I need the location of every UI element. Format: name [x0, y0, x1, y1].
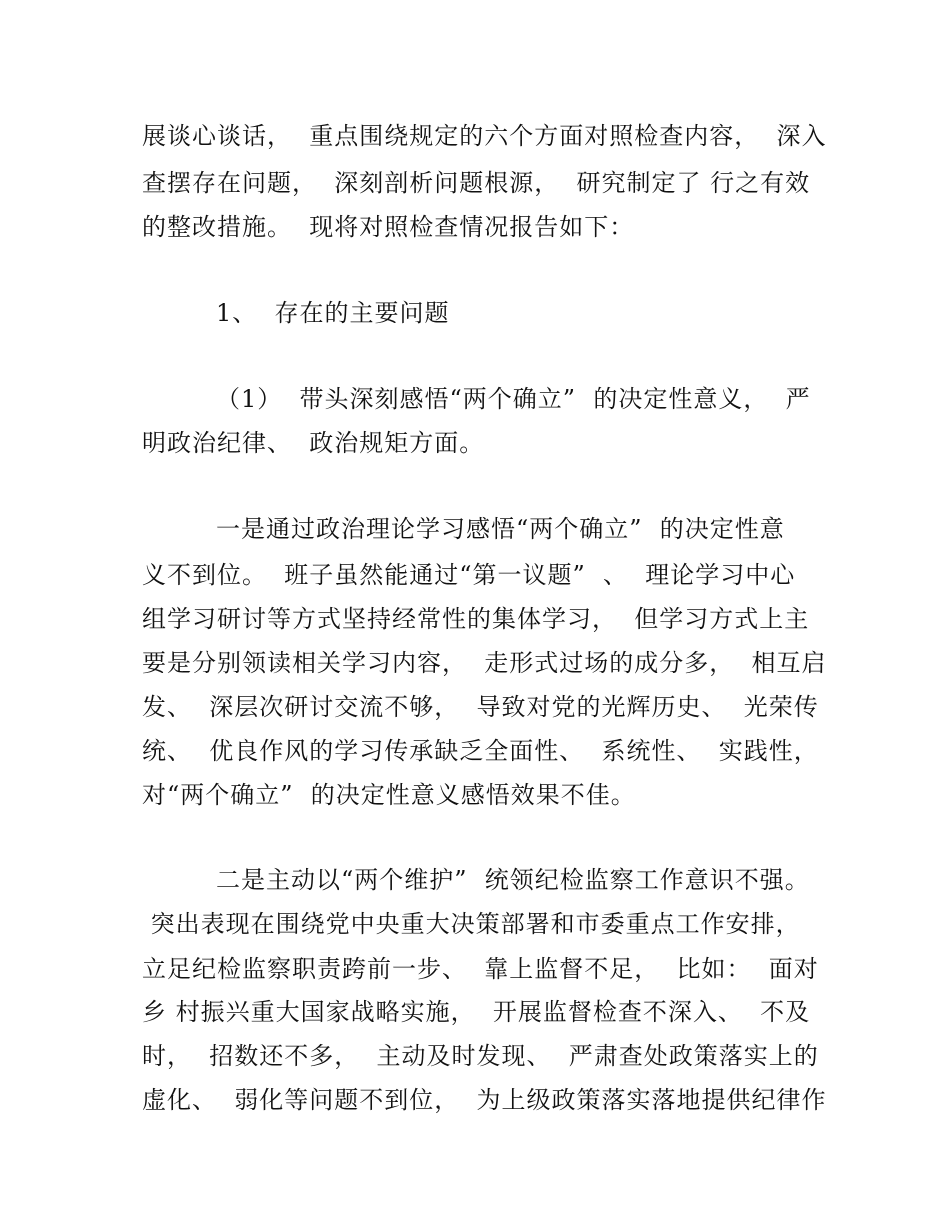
- subsection-line-2: 明政治纪律、 政治规矩方面。: [142, 429, 485, 457]
- section-heading: 1、 存在的主要问题: [216, 299, 450, 327]
- paragraph-two-line-6: 虚化、 弱化等问题不到位， 为上级政策落实落地提供纪律作: [142, 1086, 827, 1114]
- paragraph-two-line-1: 二是主动以“两个维护” 统领纪检监察工作意识不强。: [216, 866, 810, 894]
- paragraph-one-line-1: 一是通过政治理论学习感悟“两个确立” 的决定性意: [216, 515, 785, 543]
- intro-line-2: 查摆存在问题， 深刻剖析问题根源， 研究制定了 行之有效: [142, 169, 811, 197]
- intro-line-1: 展谈心谈话， 重点围绕规定的六个方面对照检查内容， 深入: [142, 122, 827, 150]
- paragraph-one-line-4: 要是分别领读相关学习内容， 走形式过场的成分多， 相互启: [142, 649, 827, 677]
- paragraph-one-line-5: 发、 深层次研讨交流不够， 导致对党的光辉历史、 光荣传: [142, 693, 819, 721]
- paragraph-two-line-3: 立足纪检监察职责跨前一步、 靠上监督不足， 比如： 面对: [142, 955, 819, 983]
- paragraph-two-line-2: 突出表现在围绕党中央重大决策部署和市委重点工作安排，: [142, 910, 801, 938]
- paragraph-one-line-7: 对“两个确立” 的决定性意义感悟效果不佳。: [142, 781, 636, 809]
- paragraph-two-line-4: 乡 村振兴重大国家战略实施， 开展监督检查不深入、 不及: [142, 998, 811, 1026]
- intro-line-3: 的整改措施。 现将对照检查情况报告如下：: [142, 213, 635, 241]
- paragraph-two-line-5: 时， 招数还不多， 主动及时发现、 严肃查处政策落实上的: [142, 1042, 819, 1070]
- paragraph-one-line-6: 统、 优良作风的学习传承缺乏全面性、 系统性、 实践性，: [142, 737, 819, 765]
- subsection-line-1: （1） 带头深刻感悟“两个确立” 的决定性意义， 严: [216, 385, 811, 413]
- paragraph-one-line-2: 义不到位。 班子虽然能通过“第一议题” 、 理论学习中心: [142, 561, 796, 589]
- paragraph-one-line-3: 组学习研讨等方式坚持经常性的集体学习， 但学习方式上主: [142, 605, 810, 633]
